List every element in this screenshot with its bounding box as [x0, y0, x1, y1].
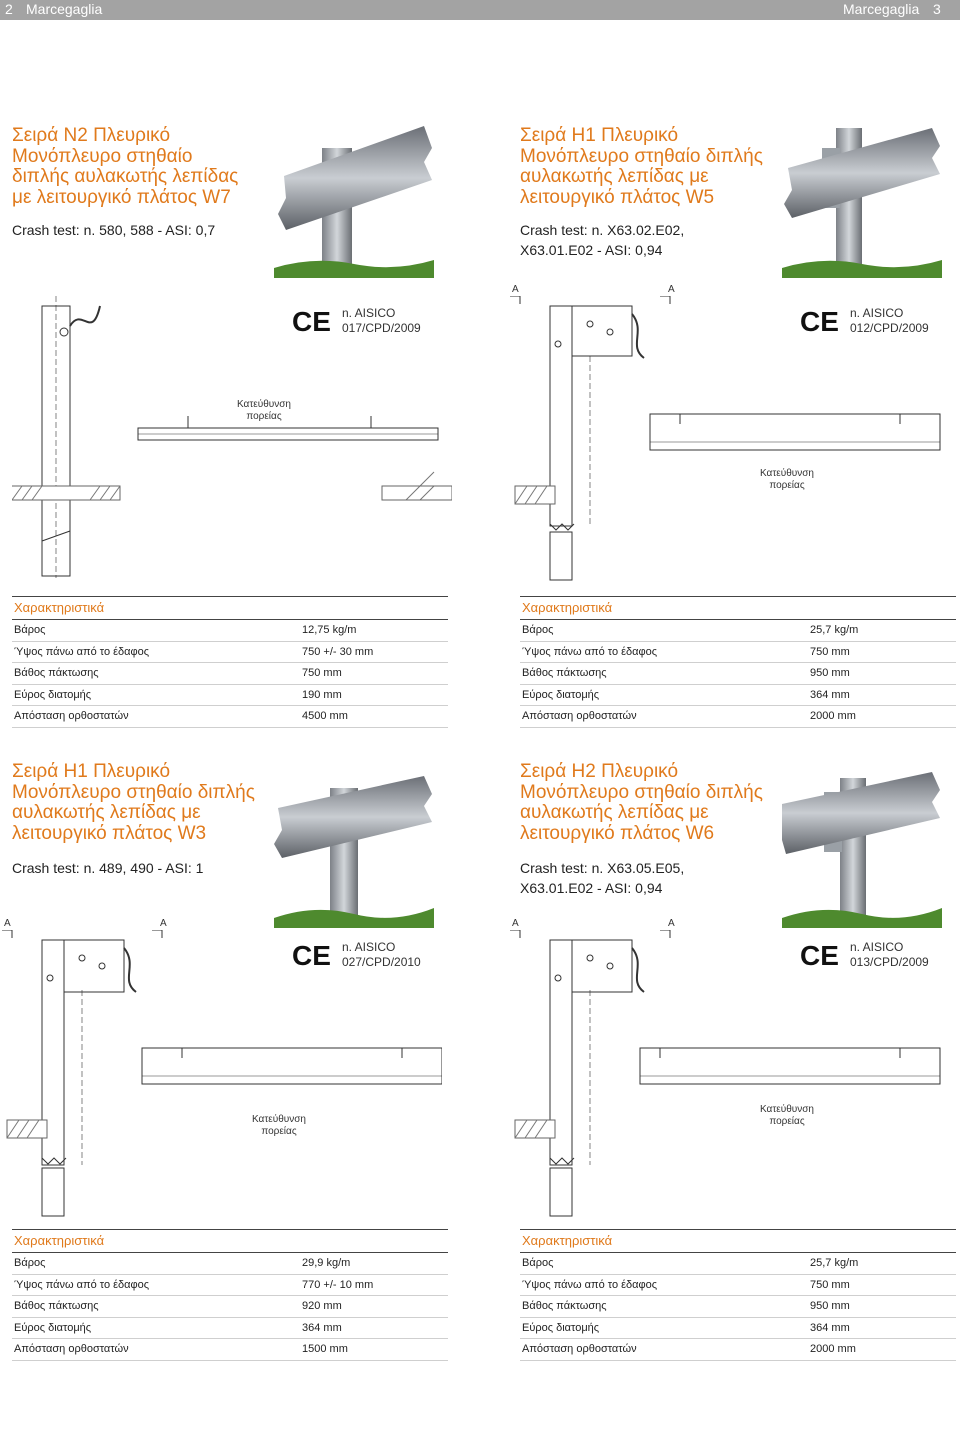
spec-key: Απόσταση ορθοστατών — [14, 710, 129, 722]
spec-value: 4500 mm — [302, 710, 348, 722]
spec-row — [520, 1339, 956, 1361]
spec-row — [520, 620, 956, 642]
crash-line: Crash test: n. 580, 588 - ASI: 0,7 — [12, 222, 216, 238]
spec-row — [12, 1296, 448, 1318]
product-n2-w7 — [12, 126, 462, 807]
technical-drawing — [510, 296, 950, 581]
title-line: Σειρά Η1 Πλευρικό — [12, 761, 171, 782]
direction-label-line: Κατεύθυνση — [252, 1114, 306, 1125]
product-title — [520, 762, 820, 844]
spec-value: 750 mm — [302, 667, 342, 679]
title-line: Μονόπλευρο στηθαίο — [12, 145, 193, 167]
spec-row — [12, 663, 448, 685]
spec-value: 950 mm — [810, 667, 850, 679]
spec-key: Βάρος — [522, 1257, 554, 1269]
title-line: διπλής αυλακωτής λεπίδας — [12, 166, 239, 187]
spec-value: 2000 mm — [810, 710, 856, 722]
direction-label-line: Κατεύθυνση — [760, 468, 814, 479]
spec-key: Βάθος πάκτωσης — [14, 1300, 99, 1312]
svg-text:CE: CE — [800, 940, 839, 968]
product-title — [12, 126, 312, 208]
spec-value: 190 mm — [302, 688, 342, 701]
specs-header: Χαρακτηριστικά — [520, 596, 956, 620]
technical-drawing — [510, 930, 950, 1220]
specs-header: Χαρακτηριστικά — [12, 596, 448, 620]
page-number-left: 2 — [5, 1, 13, 17]
spec-key: Ύψος πάνω από το έδαφος — [522, 645, 658, 658]
spec-row — [520, 663, 956, 685]
direction-label-line: πορείας — [769, 480, 805, 491]
ce-notified-body: n. AISICO — [850, 940, 904, 954]
crash-line: X63.01.E02 - ASI: 0,94 — [520, 242, 663, 258]
spec-row — [520, 1253, 956, 1275]
crash-line: Crash test: n. 489, 490 - ASI: 1 — [12, 860, 204, 876]
spec-value: 364 mm — [810, 688, 850, 701]
spec-value: 25,7 kg/m — [810, 1257, 859, 1269]
product-h2-w6 — [512, 761, 960, 1443]
spec-key: Εύρος διατομής — [14, 688, 92, 701]
crash-line: X63.01.E02 - ASI: 0,94 — [520, 880, 663, 896]
ce-notified-body: n. AISICO — [342, 306, 396, 320]
spec-row — [12, 1318, 448, 1340]
product-title — [12, 762, 312, 844]
title-line: Σειρά Ν2 Πλευρικό — [12, 125, 171, 146]
direction-label — [760, 468, 814, 492]
product-h1-w3 — [4, 761, 462, 1443]
title-line: Μονόπλευρο στηθαίο διπλής — [12, 781, 255, 803]
spec-key: Ύψος πάνω από το έδαφος — [14, 645, 150, 658]
page-number-right: 3 — [933, 1, 941, 17]
title-line: Σειρά Η2 Πλευρικό — [520, 761, 679, 782]
spec-row — [12, 620, 448, 642]
crash-test — [12, 858, 262, 878]
section-marker-a: A — [668, 918, 675, 929]
direction-label-line: Κατεύθυνση — [237, 399, 291, 410]
spec-value: 25,7 kg/m — [810, 624, 859, 636]
spec-row — [12, 642, 448, 664]
technical-drawing — [12, 296, 452, 581]
section-marker-a: A — [668, 284, 675, 295]
spec-key: Βάθος πάκτωσης — [14, 667, 99, 679]
section-marker-a: A — [512, 284, 519, 295]
spec-value: 12,75 kg/m — [302, 624, 357, 636]
direction-label — [237, 399, 291, 423]
direction-label-line: πορείας — [246, 411, 282, 422]
technical-drawing — [2, 930, 442, 1220]
specs-header: Χαρακτηριστικά — [12, 1229, 448, 1253]
product-title — [520, 126, 820, 208]
title-line: λειτουργικό πλάτος W5 — [520, 186, 715, 208]
spec-value: 770 +/- 10 mm — [302, 1278, 374, 1291]
crash-line: Crash test: n. X63.05.E05, — [520, 860, 685, 876]
spec-row — [520, 685, 956, 707]
spec-row — [520, 1296, 956, 1318]
section-marker-a: A — [4, 918, 11, 929]
svg-text:CE: CE — [800, 306, 839, 334]
spec-value: 920 mm — [302, 1300, 342, 1312]
direction-label-line: Κατεύθυνση — [760, 1104, 814, 1115]
ce-notified-body: n. AISICO — [342, 940, 396, 954]
spec-value: 750 mm — [810, 645, 850, 658]
spec-row — [12, 1275, 448, 1297]
spec-value: 950 mm — [810, 1300, 850, 1312]
direction-label — [760, 1104, 814, 1128]
spec-key: Εύρος διατομής — [14, 1321, 92, 1334]
spec-value: 750 mm — [810, 1278, 850, 1291]
specs-table — [12, 596, 448, 728]
svg-text:CE: CE — [292, 306, 331, 334]
specs-table — [12, 1229, 448, 1361]
spec-key: Απόσταση ορθοστατών — [522, 710, 637, 722]
spec-key: Εύρος διατομής — [522, 1321, 600, 1334]
spec-key: Απόσταση ορθοστατών — [14, 1343, 129, 1355]
ce-certificate-number: 012/CPD/2009 — [850, 321, 929, 335]
product-photo — [782, 768, 942, 928]
svg-text:CE: CE — [292, 940, 331, 968]
specs-table — [520, 596, 956, 728]
title-line: αυλακωτής λεπίδας με — [520, 166, 709, 187]
spec-value: 750 +/- 30 mm — [302, 645, 374, 658]
brand-left: Marcegaglia — [26, 1, 103, 17]
ce-certificate-number: 017/CPD/2009 — [342, 321, 421, 335]
product-photo — [782, 118, 942, 278]
spec-key: Βάρος — [522, 624, 554, 636]
title-line: Σειρά Η1 Πλευρικό — [520, 125, 679, 146]
direction-label — [252, 1114, 306, 1138]
crash-line: Crash test: n. X63.02.E02, — [520, 222, 685, 238]
spec-row — [520, 706, 956, 728]
crash-test — [12, 220, 262, 240]
spec-key: Εύρος διατομής — [522, 688, 600, 701]
title-line: αυλακωτής λεπίδας με — [12, 802, 201, 823]
title-line: αυλακωτής λεπίδας με — [520, 802, 709, 823]
product-h1-w5 — [512, 125, 960, 807]
spec-value: 2000 mm — [810, 1343, 856, 1355]
specs-header: Χαρακτηριστικά — [520, 1229, 956, 1253]
title-line: Μονόπλευρο στηθαίο διπλής — [520, 781, 763, 803]
spec-key: Ύψος πάνω από το έδαφος — [14, 1278, 150, 1291]
spec-value: 364 mm — [302, 1321, 342, 1334]
crash-test — [520, 858, 770, 898]
spec-row — [12, 685, 448, 707]
ce-notified-body: n. AISICO — [850, 306, 904, 320]
spec-row — [12, 1253, 448, 1275]
section-marker-a: A — [160, 918, 167, 929]
brand-right: Marcegaglia — [843, 1, 920, 17]
spec-row — [520, 642, 956, 664]
spec-row — [12, 1339, 448, 1361]
spec-value: 364 mm — [810, 1321, 850, 1334]
ce-certificate-number: 027/CPD/2010 — [342, 955, 421, 969]
title-line: λειτουργικό πλάτος W6 — [520, 822, 715, 844]
product-photo — [274, 768, 434, 928]
direction-label-line: πορείας — [769, 1116, 805, 1127]
title-line: με λειτουργικό πλάτος W7 — [12, 186, 231, 208]
spec-row — [12, 706, 448, 728]
page-header-bar — [0, 0, 960, 20]
crash-test — [520, 220, 770, 260]
spec-key: Ύψος πάνω από το έδαφος — [522, 1278, 658, 1291]
spec-row — [520, 1275, 956, 1297]
spec-row — [520, 1318, 956, 1340]
spec-key: Βάθος πάκτωσης — [522, 667, 607, 679]
direction-label-line: πορείας — [261, 1126, 297, 1137]
spec-key: Απόσταση ορθοστατών — [522, 1343, 637, 1355]
spec-key: Βάθος πάκτωσης — [522, 1300, 607, 1312]
title-line: Μονόπλευρο στηθαίο διπλής — [520, 145, 763, 167]
spec-value: 1500 mm — [302, 1343, 348, 1355]
section-marker-a: A — [512, 918, 519, 929]
spec-key: Βάρος — [14, 624, 46, 636]
spec-key: Βάρος — [14, 1257, 46, 1269]
product-photo — [274, 118, 434, 278]
specs-table — [520, 1229, 956, 1361]
title-line: λειτουργικό πλάτος W3 — [12, 822, 207, 844]
ce-certificate-number: 013/CPD/2009 — [850, 955, 929, 969]
spec-value: 29,9 kg/m — [302, 1257, 351, 1269]
